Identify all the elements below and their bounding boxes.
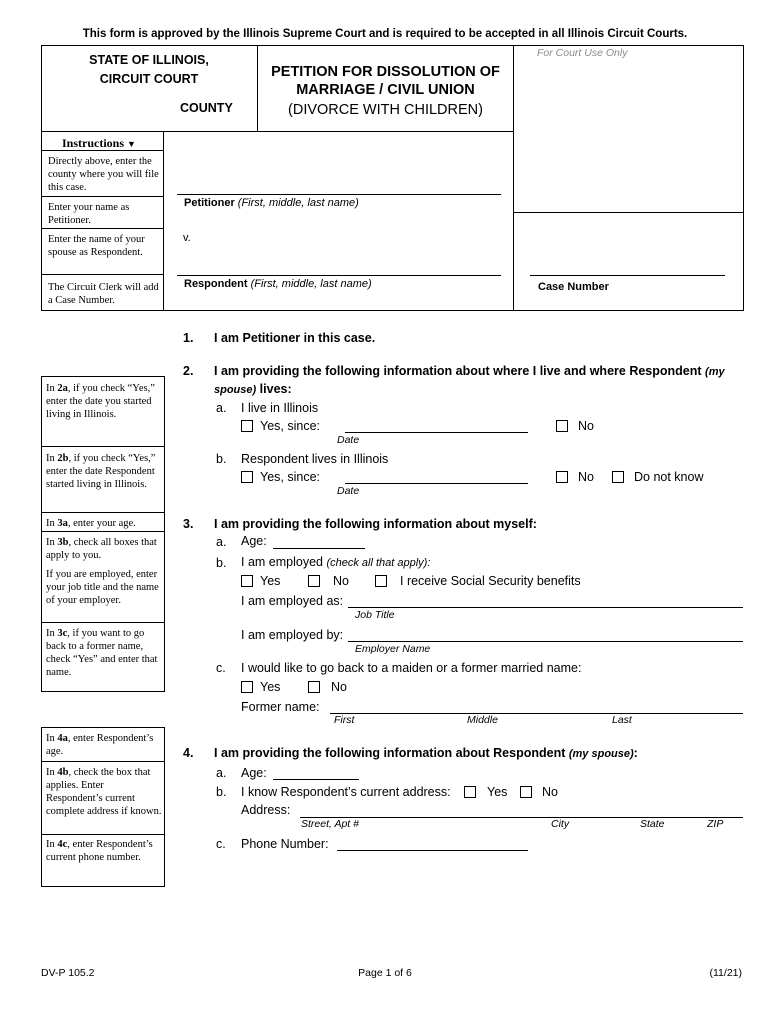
note-4c (46, 838, 162, 864)
yes-4b: Yes (487, 785, 508, 799)
note-2b-pre: In (46, 453, 58, 464)
item-4b-label: b. (216, 785, 227, 799)
note-3b-ref: 3b (57, 537, 69, 548)
instructions-rule (41, 196, 163, 197)
city-caption: City (551, 818, 570, 830)
state-label: STATE OF ILLINOIS, (89, 53, 209, 67)
respondent-name-field[interactable] (177, 262, 501, 276)
note-2b-ref: 2b (57, 453, 69, 464)
middle-caption: Middle (467, 714, 498, 726)
item-3b-label: b. (216, 556, 227, 570)
age-3a-field[interactable] (273, 536, 365, 549)
note-3a-ref: 3a (57, 518, 68, 529)
checkbox-2a-yes[interactable] (241, 420, 253, 432)
job-title-caption: Job Title (355, 609, 395, 621)
note-4c-pre: In (46, 839, 58, 850)
age-4a-label: Age: (241, 766, 267, 780)
note-4a-ref: 4a (57, 733, 68, 744)
age-3a-label: Age: (241, 534, 267, 548)
note-4b-text: , check the box that applies. Enter Respondent’s current complete address if known. (46, 767, 162, 817)
note-2a-ref: 2a (57, 383, 68, 394)
section-2-italic-2: spouse) (214, 384, 257, 396)
note-2a (46, 382, 162, 421)
note-4a-text: , enter Respondent’s age. (46, 733, 154, 757)
section-4-colon: : (633, 746, 638, 760)
respondent-hint: (First, middle, last name) (250, 278, 372, 290)
instructions-divider (163, 131, 164, 311)
know-address-4b: I know Respondent’s current address: (241, 785, 451, 799)
petitioner-hint: (First, middle, last name) (237, 197, 359, 209)
approval-notice: This form is approved by the Illinois Supreme Court and is required to be accepted in all Illinois Circuit Courts. (82, 28, 688, 40)
note-4b (46, 766, 162, 818)
item-4c-label: c. (216, 837, 226, 851)
age-4a-field[interactable] (273, 767, 359, 780)
sidebar-rule (41, 834, 165, 835)
date-2b-field[interactable] (345, 471, 528, 484)
employed-colon: : (427, 557, 431, 569)
county-input[interactable] (60, 113, 172, 127)
employed-3b (241, 555, 430, 569)
form-id: DV-P 105.2 (41, 967, 95, 979)
checkbox-4b-no[interactable] (520, 786, 532, 798)
note-3b-text: , check all boxes that apply to you. (46, 537, 157, 561)
note-3a (46, 517, 162, 530)
checkbox-2b-do-not-know[interactable] (612, 471, 624, 483)
section-2-italic: (my (705, 366, 725, 378)
instructions-rule (41, 274, 163, 275)
item-2a-text: I live in Illinois (241, 401, 319, 415)
phone-field[interactable] (337, 838, 528, 851)
employed-by-label: I am employed by: (241, 628, 344, 642)
instructions-rule (41, 228, 163, 229)
county-label: COUNTY (180, 101, 233, 115)
checkbox-2a-no[interactable] (556, 420, 568, 432)
sidebar-rule (41, 761, 165, 762)
checkbox-2b-no[interactable] (556, 471, 568, 483)
respondent-caption (184, 278, 372, 290)
court-use-label: For Court Use Only (537, 47, 628, 59)
note-4a-pre: In (46, 733, 58, 744)
checkbox-3c-yes[interactable] (241, 681, 253, 693)
maiden-name-3c: I would like to go back to a maiden or a former married name: (241, 661, 582, 675)
yes-3c: Yes (260, 680, 281, 694)
former-name-label: Former name: (241, 700, 320, 714)
note-2b-text: , if you check “Yes,” enter the date Respondent started living in Illinois. (46, 453, 156, 490)
former-name-field[interactable] (330, 701, 743, 714)
instruction-petitioner: Enter your name as Petitioner. (48, 202, 130, 226)
instructions-label: Instructions (62, 136, 125, 150)
yes-since-2a: Yes, since: (260, 419, 320, 433)
yes-3b: Yes (260, 574, 281, 588)
sidebar-rule (41, 512, 165, 513)
note-3b-employment: If you are employed, enter your job title and the name of your employer. (46, 569, 159, 606)
sidebar-rule (41, 622, 165, 623)
note-3b (46, 536, 162, 562)
section-1-text: I am Petitioner in this case. (214, 331, 376, 345)
revision-date: (11/21) (709, 967, 742, 979)
note-3a-text: , enter your age. (67, 518, 136, 529)
instructions-rule (41, 150, 163, 151)
caret-down-icon: ▼ (127, 139, 136, 149)
no-3b: No (333, 574, 349, 588)
case-number-field[interactable] (530, 262, 725, 276)
employed-label: I am employed (241, 555, 323, 569)
phone-label: Phone Number: (241, 837, 329, 851)
sidebar-rule (41, 446, 165, 447)
address-label: Address: (241, 803, 291, 817)
date-2a-caption: Date (337, 434, 360, 446)
note-3a-pre: In (46, 518, 58, 529)
form-subtitle: (DIVORCE WITH CHILDREN) (288, 102, 483, 118)
petitioner-caption (184, 197, 359, 209)
state-caption: State (640, 818, 665, 830)
petitioner-name-field[interactable] (177, 181, 501, 195)
note-3c-ref: 3c (57, 628, 68, 639)
employed-hint: (check all that apply) (326, 557, 428, 569)
section-2-text-2: lives: (259, 382, 292, 396)
respondent-label: Respondent (184, 278, 248, 290)
section-3-number: 3. (183, 517, 194, 531)
petitioner-label: Petitioner (184, 197, 235, 209)
address-field[interactable] (300, 805, 743, 818)
note-3c-text: , if you want to go back to a former name, check “Yes” and enter that name. (46, 628, 158, 678)
sidebar-rule (41, 531, 165, 532)
court-use-rule (513, 212, 744, 213)
first-caption: First (334, 714, 355, 726)
court-use-divider (513, 45, 514, 311)
page-number: Page 1 of 6 (358, 967, 412, 979)
section-4-italic: (my spouse) (568, 748, 634, 760)
case-number-label: Case Number (538, 281, 609, 293)
street-caption: Street, Apt # (301, 818, 359, 830)
date-2b-caption: Date (337, 485, 360, 497)
form-title-line1: PETITION FOR DISSOLUTION OF (271, 64, 500, 80)
header-rule (41, 131, 513, 132)
instruction-county: Directly above, enter the county where you will file this case. (48, 156, 159, 193)
zip-caption: ZIP (707, 818, 724, 830)
note-2b (46, 452, 162, 491)
note-4b-pre: In (46, 767, 58, 778)
note-4a (46, 732, 162, 758)
checkbox-3c-no[interactable] (308, 681, 320, 693)
checkbox-3b-ssb[interactable] (375, 575, 387, 587)
checkbox-3b-yes[interactable] (241, 575, 253, 587)
note-2a-pre: In (46, 383, 58, 394)
versus: v. (183, 232, 191, 244)
section-2-number: 2. (183, 364, 194, 378)
note-4c-text: , enter Respondent’s current phone number. (46, 839, 153, 863)
instructions-heading (62, 136, 136, 151)
section-2-heading (214, 364, 739, 378)
employed-as-label: I am employed as: (241, 594, 344, 608)
note-3b-pre: In (46, 537, 58, 548)
date-2a-field[interactable] (345, 420, 528, 433)
note-2a-text: , if you check “Yes,” enter the date you started living in Illinois. (46, 383, 155, 420)
note-4b-ref: 4b (57, 767, 69, 778)
checkbox-3b-no[interactable] (308, 575, 320, 587)
last-caption: Last (612, 714, 632, 726)
checkbox-4b-yes[interactable] (464, 786, 476, 798)
yes-since-2b: Yes, since: (260, 470, 320, 484)
employer-name-caption: Employer Name (355, 643, 431, 655)
section-1-number: 1. (183, 331, 194, 345)
note-4c-ref: 4c (57, 839, 68, 850)
item-3c-label: c. (216, 661, 226, 675)
item-4a-label: a. (216, 766, 227, 780)
no-2b: No (578, 470, 594, 484)
form-title-line2: MARRIAGE / CIVIL UNION (296, 82, 475, 98)
do-not-know-2b: Do not know (634, 470, 704, 484)
item-3a-label: a. (216, 535, 227, 549)
court-label: CIRCUIT COURT (99, 72, 199, 86)
section-2-text: I am providing the following information about where I live and where Respondent (214, 364, 702, 378)
no-2a: No (578, 419, 594, 433)
ssb-3b: I receive Social Security benefits (400, 574, 581, 588)
instruction-respondent: Enter the name of your spouse as Respondent. (48, 234, 145, 258)
employer-name-field[interactable] (348, 629, 743, 642)
item-2b-text: Respondent lives in Illinois (241, 452, 389, 466)
item-2a-label: a. (216, 401, 227, 415)
section-4-number: 4. (183, 746, 194, 760)
section-3-text: I am providing the following information about myself: (214, 517, 537, 531)
no-3c: No (331, 680, 347, 694)
checkbox-2b-yes[interactable] (241, 471, 253, 483)
section-4-text: I am providing the following information about Respondent (214, 746, 566, 760)
section-2-heading-line2 (214, 382, 292, 396)
note-3c-pre: In (46, 628, 58, 639)
job-title-field[interactable] (348, 595, 743, 608)
section-4-heading (214, 746, 638, 760)
no-4b: No (542, 785, 558, 799)
note-3c (46, 627, 162, 679)
instruction-case-number: The Circuit Clerk will add a Case Number. (48, 282, 159, 306)
item-2b-label: b. (216, 452, 227, 466)
